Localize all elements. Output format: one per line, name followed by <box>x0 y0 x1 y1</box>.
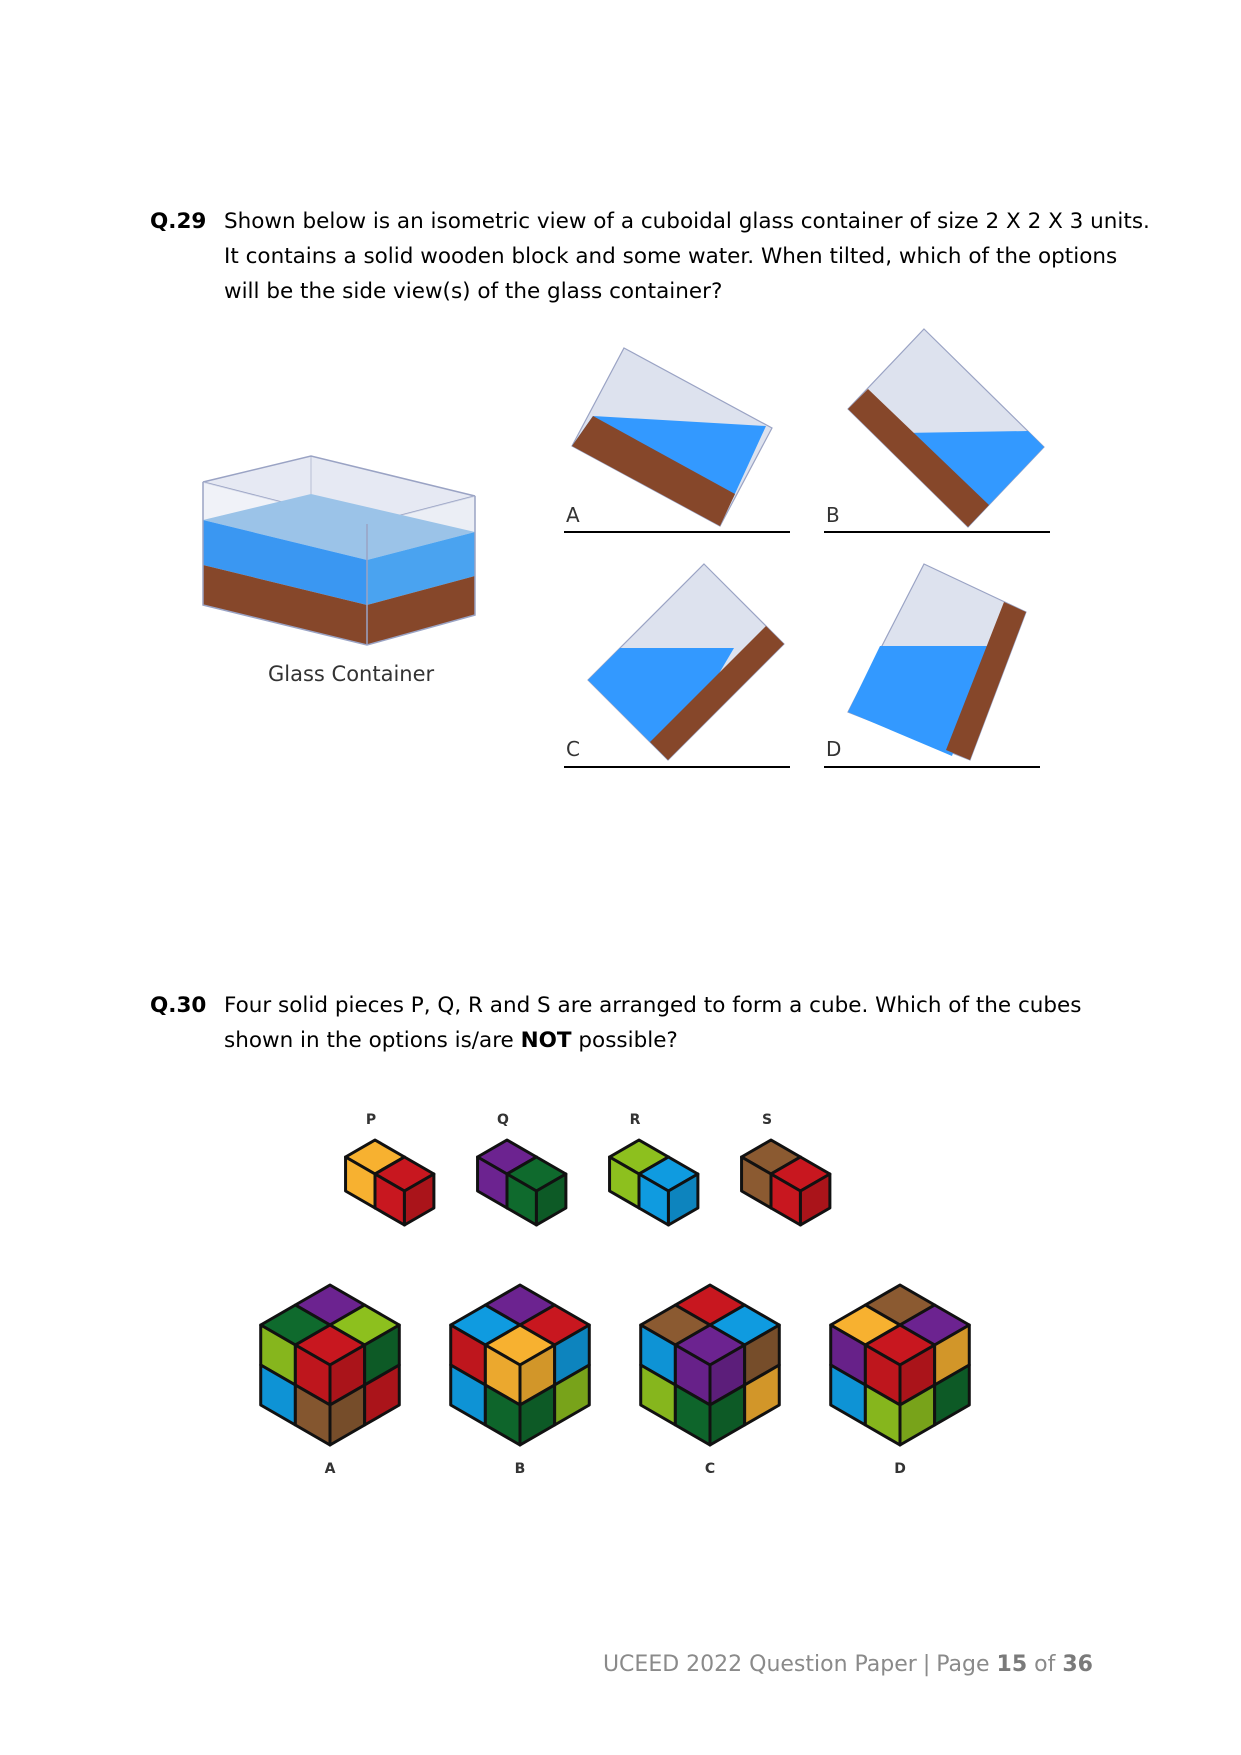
piece-label: Q <box>497 1112 509 1128</box>
question-line: It contains a solid wooden block and some water. When tilted, which of the options <box>224 244 1118 269</box>
question-line: Four solid pieces P, Q, R and S are arranged to form a cube. Which of the cubes <box>224 993 1082 1018</box>
footer-of-word: of <box>1034 1652 1056 1677</box>
q29-option-a-figure <box>560 340 800 540</box>
page-footer <box>603 1652 1093 1677</box>
option-label: A <box>566 503 580 527</box>
option-label: B <box>514 1461 526 1477</box>
glass-container-figure <box>195 450 495 690</box>
option-label: D <box>826 737 842 761</box>
cube-pieces-figure <box>330 1110 890 1260</box>
option-label: A <box>324 1461 336 1477</box>
q29-option-c-figure <box>560 560 800 775</box>
question-line: Shown below is an isometric view of a cuboidal glass container of size 2 X 2 X 3 units. <box>224 209 1150 234</box>
question-line: shown in the options is/are NOT possible? <box>224 1028 678 1053</box>
question-line: will be the side view(s) of the glass container? <box>224 279 723 304</box>
glass-container-label: Glass Container <box>268 662 435 686</box>
footer-title: UCEED 2022 Question Paper <box>602 1652 917 1677</box>
option-label: D <box>894 1461 906 1477</box>
piece-label: S <box>761 1112 773 1128</box>
piece-label: R <box>629 1112 641 1128</box>
footer-total-pages: 36 <box>1062 1652 1093 1677</box>
option-label: C <box>566 737 580 761</box>
option-label: B <box>826 503 840 527</box>
footer-page-number: 15 <box>996 1652 1028 1677</box>
question-text <box>224 204 1150 309</box>
question-number: Q.29 <box>150 209 207 234</box>
option-label: C <box>704 1461 716 1477</box>
footer-separator: | <box>922 1652 931 1677</box>
question-text <box>224 988 1114 1058</box>
piece-label: P <box>365 1112 377 1128</box>
question-number: Q.30 <box>150 993 207 1018</box>
q29-option-d-figure <box>820 560 1060 775</box>
emphasis-not: NOT <box>520 1028 572 1053</box>
footer-page-word: Page <box>936 1652 990 1677</box>
cube-options-figure <box>240 1275 1010 1495</box>
q29-option-b-figure <box>820 325 1060 540</box>
